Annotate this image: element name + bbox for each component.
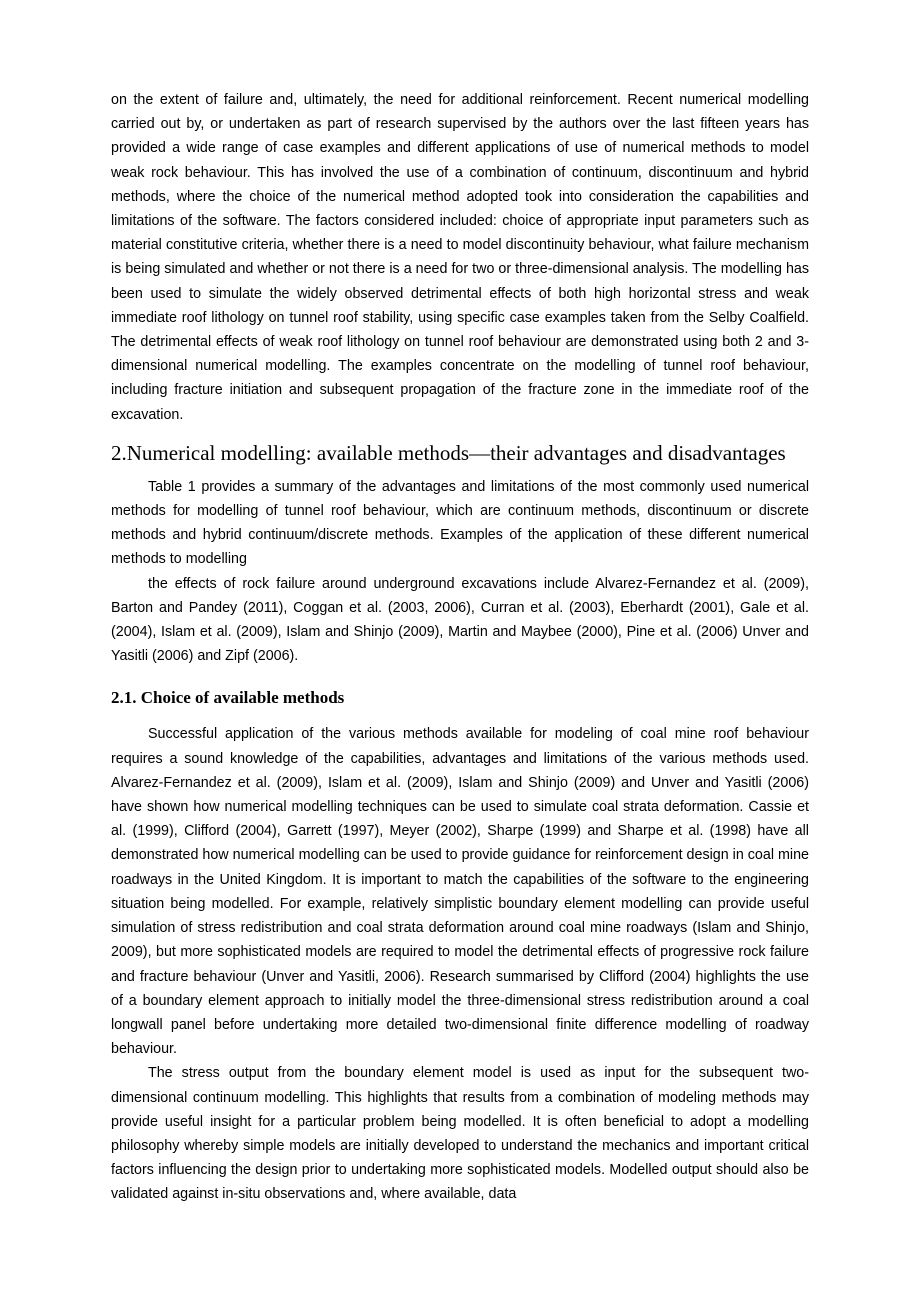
section-2-1-heading: 2.1. Choice of available methods xyxy=(111,688,345,708)
paragraph-section2-1: Table 1 provides a summary of the advantages and limitations of the most commonly used numerical methods for modelling of tunnel roof behaviour, which are continuum methods, discontinuum or discrete methods and hybrid continuum/discrete methods. Examples of the application of these different numerical methods to modelling xyxy=(111,478,809,568)
paragraph-section2-2: the effects of rock failure around underground excavations include Alvarez-Fernandez et al. (2009), Barton and Pandey (2011), Coggan et al. (2003, 2006), Curran et al. (2003), Eberhardt (2001), Gale et al. (2004), Islam et al. (2009), Islam and Shinjo (2009), Martin and Maybee (2000), Pine et al. (2006) Unver and Yasitli (2006) and Zipf (2006). xyxy=(111,575,809,665)
paragraph-section21-1: Successful application of the various methods available for modeling of coal mine roof behaviour requires a sound knowledge of the capabilities, advantages and limitations of the various methods used. Alvarez-Fernandez et al. (2009), Islam et al. (2009), Islam and Shinjo (2009) and Unver and Yasitli (2006) have shown how numerical modelling techniques can be used to simulate coal strata deformation. Cassie et al. (1999), Clifford (2004), Garrett (1997), Meyer (2002), Sharpe (1999) and Sharpe et al. (1998) have all demonstrated how numerical modelling can be used to provide guidance for reinforcement design in coal mine roadways in the United Kingdom. It is important to match the capabilities of the software to the engineering situation being modelled. For example, relatively simplistic boundary element modelling can provide useful simulation of stress redistribution and coal strata deformation around coal mine roadways (Islam and Shinjo, 2009), but more sophisticated models are required to model the detrimental effects of progressive rock failure and fracture behaviour (Unver and Yasitli, 2006). Research summarised by Clifford (2004) highlights the use of a boundary element approach to initially model the three-dimensional stress redistribution around a coal longwall panel before undertaking more detailed two-dimensional finite difference modelling of roadway behaviour. xyxy=(111,726,809,1058)
paragraph-intro-continued: on the extent of failure and, ultimately, the need for additional reinforcement. Recent numerical modelling carried out by, or undertaken as part of research supervised by the authors over the last fifteen years has provided a wide range of case examples and different applications of use of numerical methods to model weak rock behaviour. This has involved the use of a combination of continuum, discontinuum and hybrid methods, where the choice of the numerical method adopted took into consideration the capabilities and limitations of the software. The factors considered included: choice of appropriate input parameters such as material constitutive criteria, whether there is a need to model discontinuity behaviour, what failure mechanism is being simulated and whether or not there is a need for two or three-dimensional analysis. The modelling has been used to simulate the widely observed detrimental effects of both high horizontal stress and weak immediate roof lithology on tunnel roof stability, using specific case examples taken from the Selby Coalfield. The detrimental effects of weak roof lithology on tunnel roof behaviour are demonstrated using both 2 and 3-dimensional numerical modelling. The examples concentrate on the modelling of tunnel roof behaviour, including fracture initiation and subsequent propagation of the fracture zone in the immediate roof of the excavation. xyxy=(111,92,809,423)
paragraph-section21-2: The stress output from the boundary element model is used as input for the subsequent two-dimensional continuum modelling. This highlights that results from a combination of modeling methods may provide useful insight for a particular problem being modelled. It is often beneficial to adopt a modelling philosophy whereby simple models are initially developed to understand the mechanics and important critical factors influencing the design prior to undertaking more sophisticated models. Modelled output should also be validated against in-situ observations and, where available, data xyxy=(111,1065,809,1203)
section-2-heading: 2.Numerical modelling: available methods—their advantages and disadvantages xyxy=(111,440,786,465)
document-page xyxy=(111,88,809,1207)
